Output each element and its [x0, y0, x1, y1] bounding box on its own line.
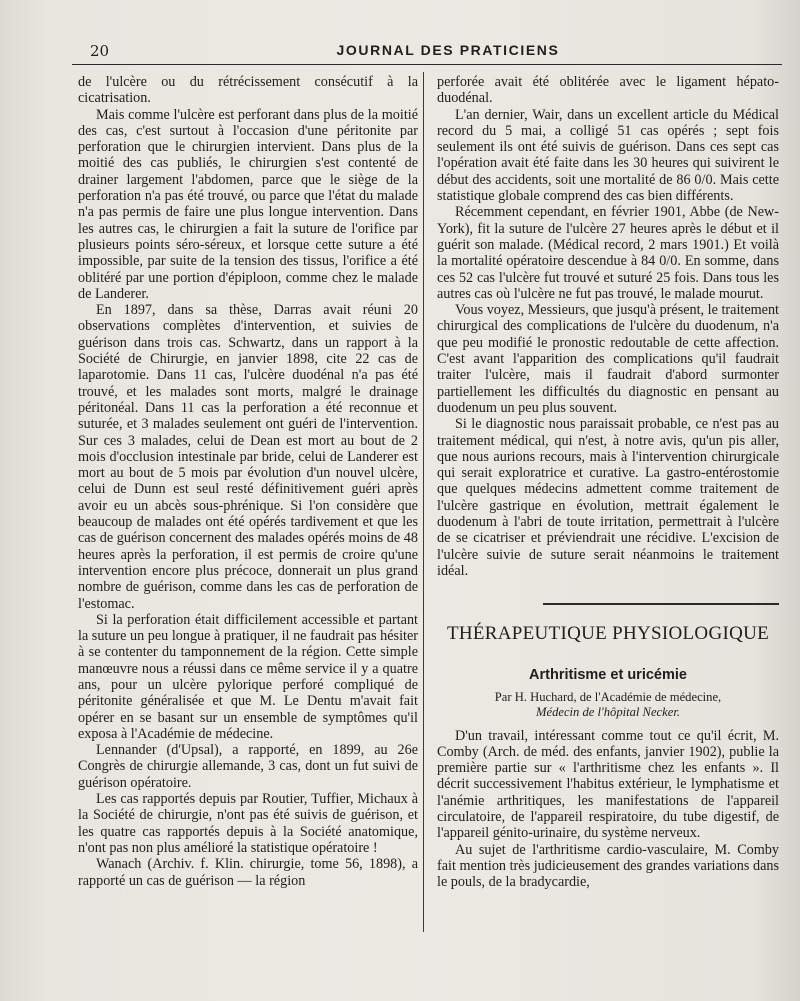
running-head	[78, 42, 778, 60]
paragraph: Vous voyez, Messieurs, que jusqu'à présent, le traitement chirurgical des complications de l'ulcère du duodenum, n'a que peu modifié le pronostic redoutable de cette affection. C'est avant l'apparition des complications qu'il faudrait traiter l'ulcère, mais il faudrait d'abord surmonter partiellement les difficultés du diagnostic en pensant au duodenum un peu plus souvent.	[437, 302, 779, 416]
paragraph: Lennander (d'Upsal), a rapporté, en 1899, au 26e Congrès de chirurgie allemande, 3 cas, dont un fut suivi de guérison opératoire.	[78, 742, 418, 791]
paragraph: Wanach (Archiv. f. Klin. chirurgie, tome 56, 1898), a rapporté un cas de guérison — la région	[78, 856, 418, 889]
paragraph: Si la perforation était difficilement accessible et partant la suture un peu longue à pratiquer, il ne faudrait pas hésiter à se contenter du tamponnement de la région. Cette simple manœuvre nous a réussi dans ce même service il y a quatre ans, pour un ulcère pylorique perforé compliqué de péritonite généralisée et que M. Le Dentu m'avait fait opérer en se basant sur un ensemble de symptômes qu'il exposa à l'Académie de médecine.	[78, 611, 418, 742]
paragraph: perforée avait été oblitérée avec le ligament hépato-duodénal.	[437, 74, 779, 107]
right-column	[437, 74, 779, 890]
column-divider	[423, 72, 424, 932]
article-byline: Par H. Huchard, de l'Académie de médecine,	[494, 689, 722, 704]
left-column	[78, 74, 418, 889]
paragraph: Mais comme l'ulcère est perforant dans plus de la moitié des cas, c'est surtout à l'occasion d'une péritonite par perforation que le chirurgien intervient. Dans plus de la moitié des cas publiés, le chirurgien s'est contenté de drainer largement l'abdomen, parce que le siège de la perforation n'a pas été trouvé, ou parce que l'état du malade n'a pas permis de faire une plus longue intervention. Dans les autres cas, le chirurgien a fait la suture de l'orifice par plusieurs points séro-séreux, et lorsque cette suture a été impossible, par suite de la tension des tissus, l'orifice a été oblitéré par une portion d'épiploon, comme chez le malade de Landerer.	[78, 106, 418, 302]
paragraph: En 1897, dans sa thèse, Darras avait réuni 20 observations complètes d'intervention, et suivies de guérison dans trois cas. Schwartz, dans un rapport à la Société de Chirurgie, en janvier 1898, cite 22 cas de laparotomie. Dans 11 cas, l'ulcère duodénal n'a pas été trouvé, et les malades sont morts, malgré le drainage péritonéal. Dans 11 cas la perforation a été reconnue et suturée, et 3 malades seulement ont guéri de l'intervention. Sur ces 3 malades, celui de Dean est mort au bout de 2 mois d'occlusion intestinale par bride, celui de Landerer est mort au bout de 5 mois par évolution d'un nouvel ulcère, celui de Dunn est seul resté définitivement guéri après avoir eu un abcès sous-phrénique. Si l'on considère que beaucoup de malades ont été opérés tardivement et que les cas de guérison concernent des malades opérés moins de 48 heures après la perforation, il est permis de croire qu'une intervention encore plus précoce, donnerait un plus grand nombre de guérison, comme dans les cas de perforation de l'estomac.	[78, 302, 418, 612]
article-byline-affiliation: Médecin de l'hôpital Necker.	[536, 704, 680, 719]
page-number: 20	[90, 42, 110, 60]
header-rule	[72, 64, 782, 65]
paragraph: Si le diagnostic nous paraissait probable, ce n'est pas au traitement médical, qui n'est, à notre avis, qu'un pis aller, que nous aurions recours, mais à l'intervention chirurgicale qui serait exploratrice et curative. La gastro-entérostomie que quelques médecins admettent comme traitement de l'ulcère gastrique en évolution, mettrait également le duodenum à l'abri de toute irritation, permettrait à l'ulcère de se cicatriser et préviendrait une récidive. L'excision de l'ulcère suivie de suture serait néanmoins le traitement idéal.	[437, 416, 779, 579]
paragraph: D'un travail, intéressant comme tout ce qu'il écrit, M. Comby (Arch. de méd. des enfants, janvier 1902), publie la première partie sur « l'arthritisme chez les enfants ». Il décrit successivement l'habitus extérieur, le lymphatisme et l'anémie arthritiques, les manifestations de l'appareil circulatoire, de l'appareil respiratoire, du tube digestif, de l'appareil génito-urinaire, du système nerveux.	[437, 727, 779, 842]
paragraph: Les cas rapportés depuis par Routier, Tuffier, Michaux à la Société de chirurgie, n'ont pas été suivis de guérison, et les quatre cas rapportés depuis à la Société anatomique, n'ont pas non plus amélioré la statistique opératoire !	[78, 791, 418, 856]
paragraph: Au sujet de l'arthritisme cardio-vasculaire, M. Comby fait mention très judicieusement des grandes variations dans le pouls, de la bradycardie,	[437, 841, 779, 891]
section-rule	[543, 603, 779, 605]
section-title: THÉRAPEUTIQUE PHYSIOLOGIQUE	[446, 623, 770, 645]
paragraph: Récemment cependant, en février 1901, Abbe (de New-York), fit la suture de l'ulcère 27 heures après le début et il guérit son malade. (Médical record, 2 mars 1901.) Et voilà la mortalité opératoire descendue à 84 0/0. En somme, dans ces 52 cas l'ulcère fut trouvé et suturé 25 fois. Dans tous les autres cas où l'ulcère ne fut pas trouvé, le malade mourut.	[437, 204, 779, 302]
paragraph: L'an dernier, Wair, dans un excellent article du Médical record du 5 mai, a colligé 51 cas opérés ; sept fois seulement ils ont été suivis de guérison. Dans ces sept cas l'opération avait été faite dans les 30 heures qui suivirent le début des accidents, soit une mortalité de 86 0/0. Mais cette statistique globale comprend des cas bien différents.	[437, 106, 779, 205]
journal-title: JOURNAL DES PRATICIENS	[336, 42, 560, 58]
article-title: Arthritisme et uricémie	[529, 667, 687, 684]
paragraph: de l'ulcère ou du rétrécissement consécutif à la cicatrisation.	[78, 74, 418, 107]
